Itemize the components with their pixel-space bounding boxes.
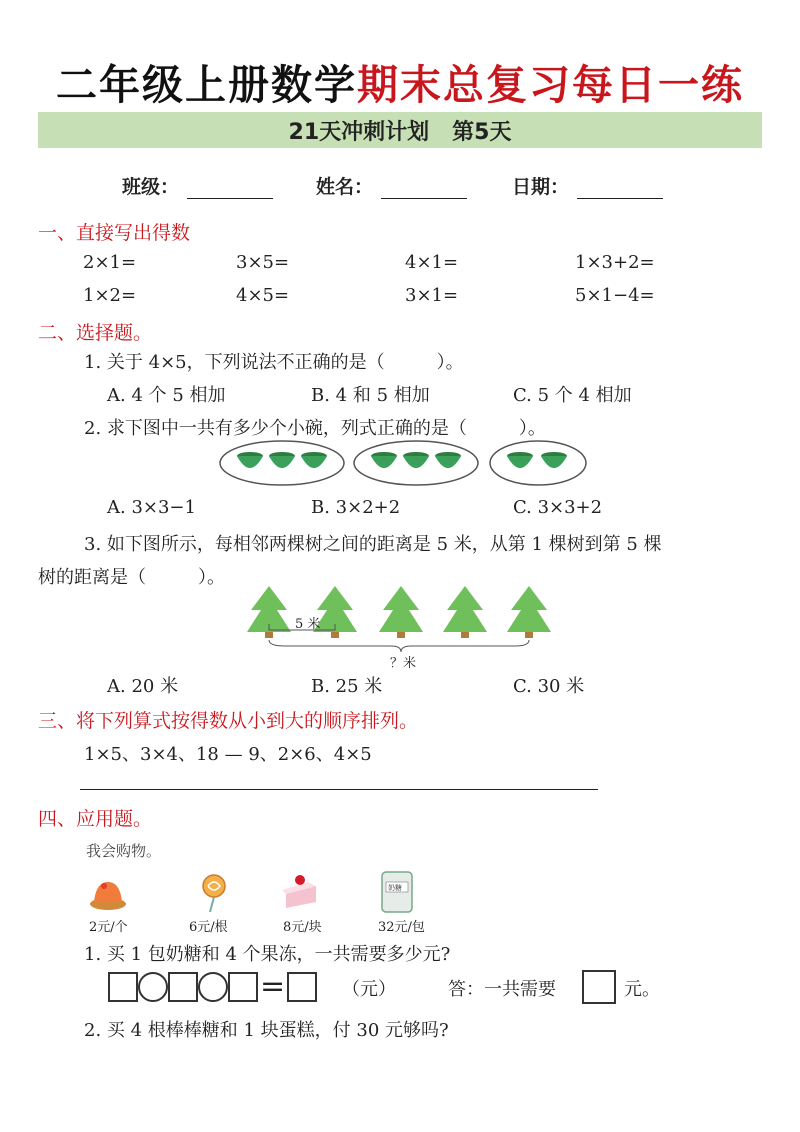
q3-option-c: C. 30 米 — [513, 676, 585, 697]
app-q1-stem: 1. 买 1 包奶糖和 4 个果冻，一共需要多少元? — [84, 944, 451, 965]
price-milk-candy: 32元/包 — [378, 920, 425, 935]
bowl-icon — [435, 452, 461, 468]
bowl-icon — [237, 452, 263, 468]
q3-stem-line1: 3. 如下图所示，每相邻两棵树之间的距离是 5 米，从第 1 棵树到第 5 棵 — [84, 534, 662, 555]
class-label: 班级： — [122, 176, 180, 198]
jelly-icon — [90, 882, 126, 910]
bowl-icon — [541, 452, 567, 468]
q2-option-c: C. 3×3+2 — [513, 497, 603, 518]
q3-stem-end: ）。 — [198, 567, 225, 588]
q1-option-b: B. 4 和 5 相加 — [311, 385, 430, 406]
app-q1-answer-post: 元。 — [624, 979, 660, 1000]
bowl-group-1 — [220, 441, 344, 485]
section4-heading: 四、应用题。 — [38, 808, 153, 830]
bowl-icon — [301, 452, 327, 468]
calc-item: 3×5= — [236, 252, 290, 273]
equation-box[interactable] — [228, 972, 258, 1002]
date-blank[interactable] — [577, 178, 663, 199]
section3-answer-line[interactable] — [80, 789, 598, 790]
bowl-icon — [507, 452, 533, 468]
lollipop-icon — [203, 875, 225, 912]
q2-option-a: A. 3×3−1 — [107, 497, 196, 518]
title-black: 二年级上册数学 — [56, 61, 357, 109]
q1-option-c: C. 5 个 4 相加 — [513, 385, 632, 406]
section2-heading: 二、选择题。 — [38, 322, 153, 344]
operator-circle[interactable] — [198, 972, 228, 1002]
label-unknown-m: ？米 — [390, 656, 417, 671]
tree-icon — [443, 586, 487, 638]
q1-stem-end: ）。 — [436, 352, 464, 373]
calc-item: 1×2= — [83, 285, 137, 306]
banner-text: 21天冲刺计划 第5天 — [288, 120, 512, 145]
cake-icon — [282, 875, 316, 908]
q3-option-b: B. 25 米 — [311, 676, 383, 697]
app-q1-unit: （元） — [342, 979, 396, 1000]
q1-stem — [84, 348, 464, 374]
q3-stem-line2 — [38, 563, 225, 589]
bowls-figure — [218, 438, 588, 488]
title-red: 期末总复习每日一练 — [357, 61, 744, 109]
q2-stem — [84, 414, 546, 440]
class-field[interactable] — [122, 172, 273, 199]
equation-box[interactable] — [108, 972, 138, 1002]
calc-item: 5×1−4= — [575, 285, 655, 306]
result-box[interactable] — [287, 972, 317, 1002]
q2-stem-end: ）。 — [518, 418, 546, 439]
bowl-icon — [403, 452, 429, 468]
calc-item: 4×5= — [236, 285, 290, 306]
equation-box[interactable] — [168, 972, 198, 1002]
page-title — [0, 52, 800, 111]
calc-item: 1×3+2= — [575, 252, 655, 273]
date-field[interactable] — [512, 172, 663, 199]
label-5m: 5 米 — [295, 617, 321, 632]
operator-circle[interactable] — [138, 972, 168, 1002]
calc-item: 4×1= — [405, 252, 459, 273]
app-q1-equation: = — [108, 972, 317, 1002]
app-q1-answer-pre: 答：一共需要 — [448, 979, 556, 1000]
shop-items-figure — [84, 868, 424, 916]
calc-item: 2×1= — [83, 252, 137, 273]
app-q2-stem: 2. 买 4 根棒棒糖和 1 块蛋糕，付 30 元够吗? — [84, 1020, 449, 1041]
q2-option-b: B. 3×2+2 — [311, 497, 401, 518]
q3-stem-text: 树的距离是（ — [38, 567, 146, 588]
section3-expr: 1×5、3×4、18 — 9、2×6、4×5 — [84, 744, 372, 765]
price-jelly: 2元/个 — [89, 920, 128, 935]
q3-option-a: A. 20 米 — [107, 676, 179, 697]
bowl-group-2 — [354, 441, 478, 485]
name-label: 姓名： — [316, 176, 374, 198]
bag-label: 奶糖 — [388, 884, 402, 892]
q1-option-a: A. 4 个 5 相加 — [107, 385, 226, 406]
tree-icon — [507, 586, 551, 638]
shopping-subtitle: 我会购物。 — [86, 842, 162, 860]
price-lollipop: 6元/根 — [189, 920, 228, 935]
section3-heading: 三、将下列算式按得数从小到大的顺序排列。 — [38, 710, 419, 732]
name-field[interactable] — [316, 172, 467, 199]
price-cake: 8元/块 — [283, 920, 322, 935]
tree-icon — [379, 586, 423, 638]
bowl-icon — [269, 452, 295, 468]
bowl-group-3 — [490, 441, 586, 485]
calc-item: 3×1= — [405, 285, 459, 306]
q1-stem-text: 1. 关于 4×5，下列说法不正确的是（ — [84, 352, 385, 373]
q2-stem-text: 2. 求下图中一共有多少个小碗，列式正确的是（ — [84, 418, 467, 439]
name-blank[interactable] — [381, 178, 467, 199]
app-q1-answer-box[interactable] — [582, 970, 616, 1004]
date-label: 日期： — [512, 176, 570, 198]
class-blank[interactable] — [187, 178, 273, 199]
span-total-bracket — [269, 640, 529, 652]
plan-banner — [38, 112, 762, 148]
bowl-icon — [371, 452, 397, 468]
section1-heading: 一、直接写出得数 — [38, 222, 191, 244]
